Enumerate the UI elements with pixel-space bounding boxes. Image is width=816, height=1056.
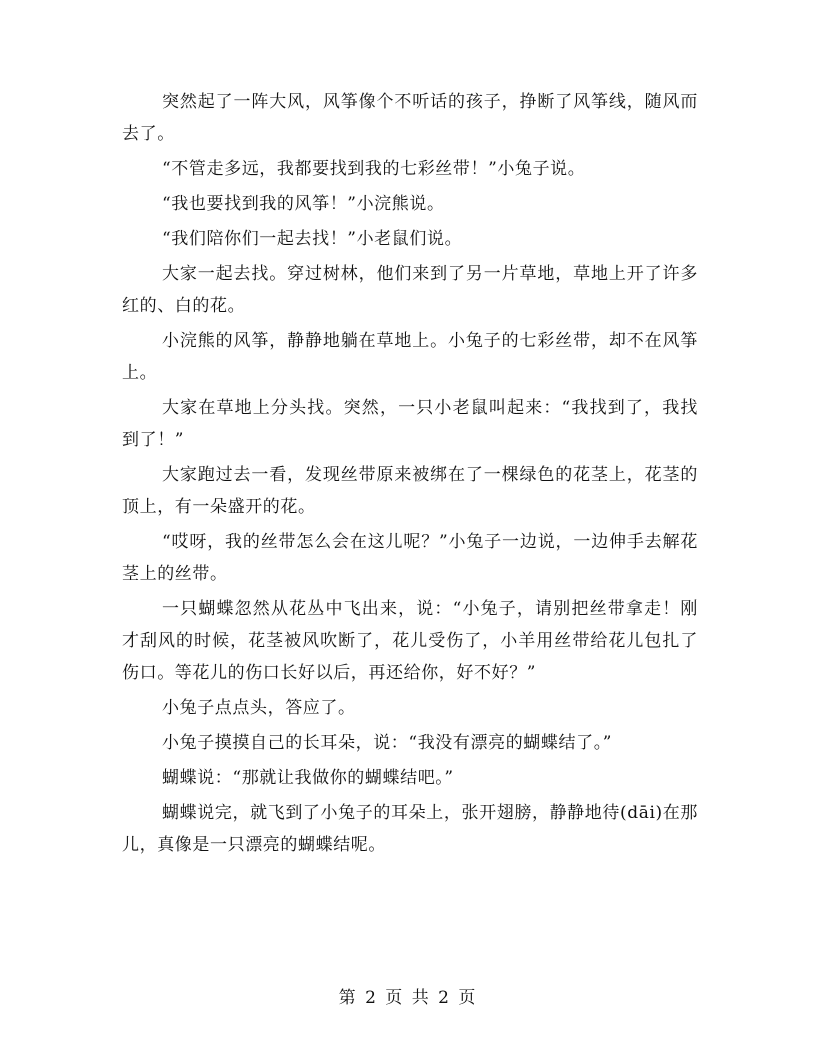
paragraph: “我也要找到我的风筝！”小浣熊说。 <box>162 194 445 214</box>
paragraph: 大家跑过去一看，发现丝带原来被绑在了一棵绿色的花茎上，花茎的顶上，有一朵盛开的花。 <box>122 465 698 517</box>
paragraph: 大家一起去找。穿过树林，他们来到了另一片草地，草地上开了许多红的、白的花。 <box>122 264 698 316</box>
paragraph: 突然起了一阵大风，风筝像个不听话的孩子，挣断了风筝线，随风而去了。 <box>122 92 698 144</box>
paragraph: 蝴蝶说完，就飞到了小兔子的耳朵上，张开翅膀，静静地待(dāi)在那儿，真像是一只漂亮的蝴蝶结呢。 <box>122 803 698 855</box>
paragraph: 小浣熊的风筝，静静地躺在草地上。小兔子的七彩丝带，却不在风筝上。 <box>122 331 698 383</box>
paragraph: 蝴蝶说：“那就让我做你的蝴蝶结吧。” <box>162 768 454 788</box>
paragraph: “不管走多远，我都要找到我的七彩丝带！”小兔子说。 <box>162 159 586 179</box>
paragraph: “哎呀，我的丝带怎么会在这儿呢？”小兔子一边说，一边伸手去解花茎上的丝带。 <box>122 532 698 584</box>
paragraph: 小兔子摸摸自己的长耳朵，说：“我没有漂亮的蝴蝶结了。” <box>162 733 613 753</box>
paragraph: “我们陪你们一起去找！”小老鼠们说。 <box>162 229 463 249</box>
document-body <box>122 86 698 864</box>
page-number-footer: 第 2 页 共 2 页 <box>338 988 478 1008</box>
paragraph: 大家在草地上分头找。突然，一只小老鼠叫起来：“我找到了，我找到了！” <box>122 398 698 450</box>
paragraph: 一只蝴蝶忽然从花丛中飞出来，说：“小兔子，请别把丝带拿走！刚才刮风的时候，花茎被风吹断了，花儿受伤了，小羊用丝带给花儿包扎了伤口。等花儿的伤口长好以后，再还给你，好不好？” <box>122 599 698 683</box>
paragraph: 小兔子点点头，答应了。 <box>162 698 356 718</box>
